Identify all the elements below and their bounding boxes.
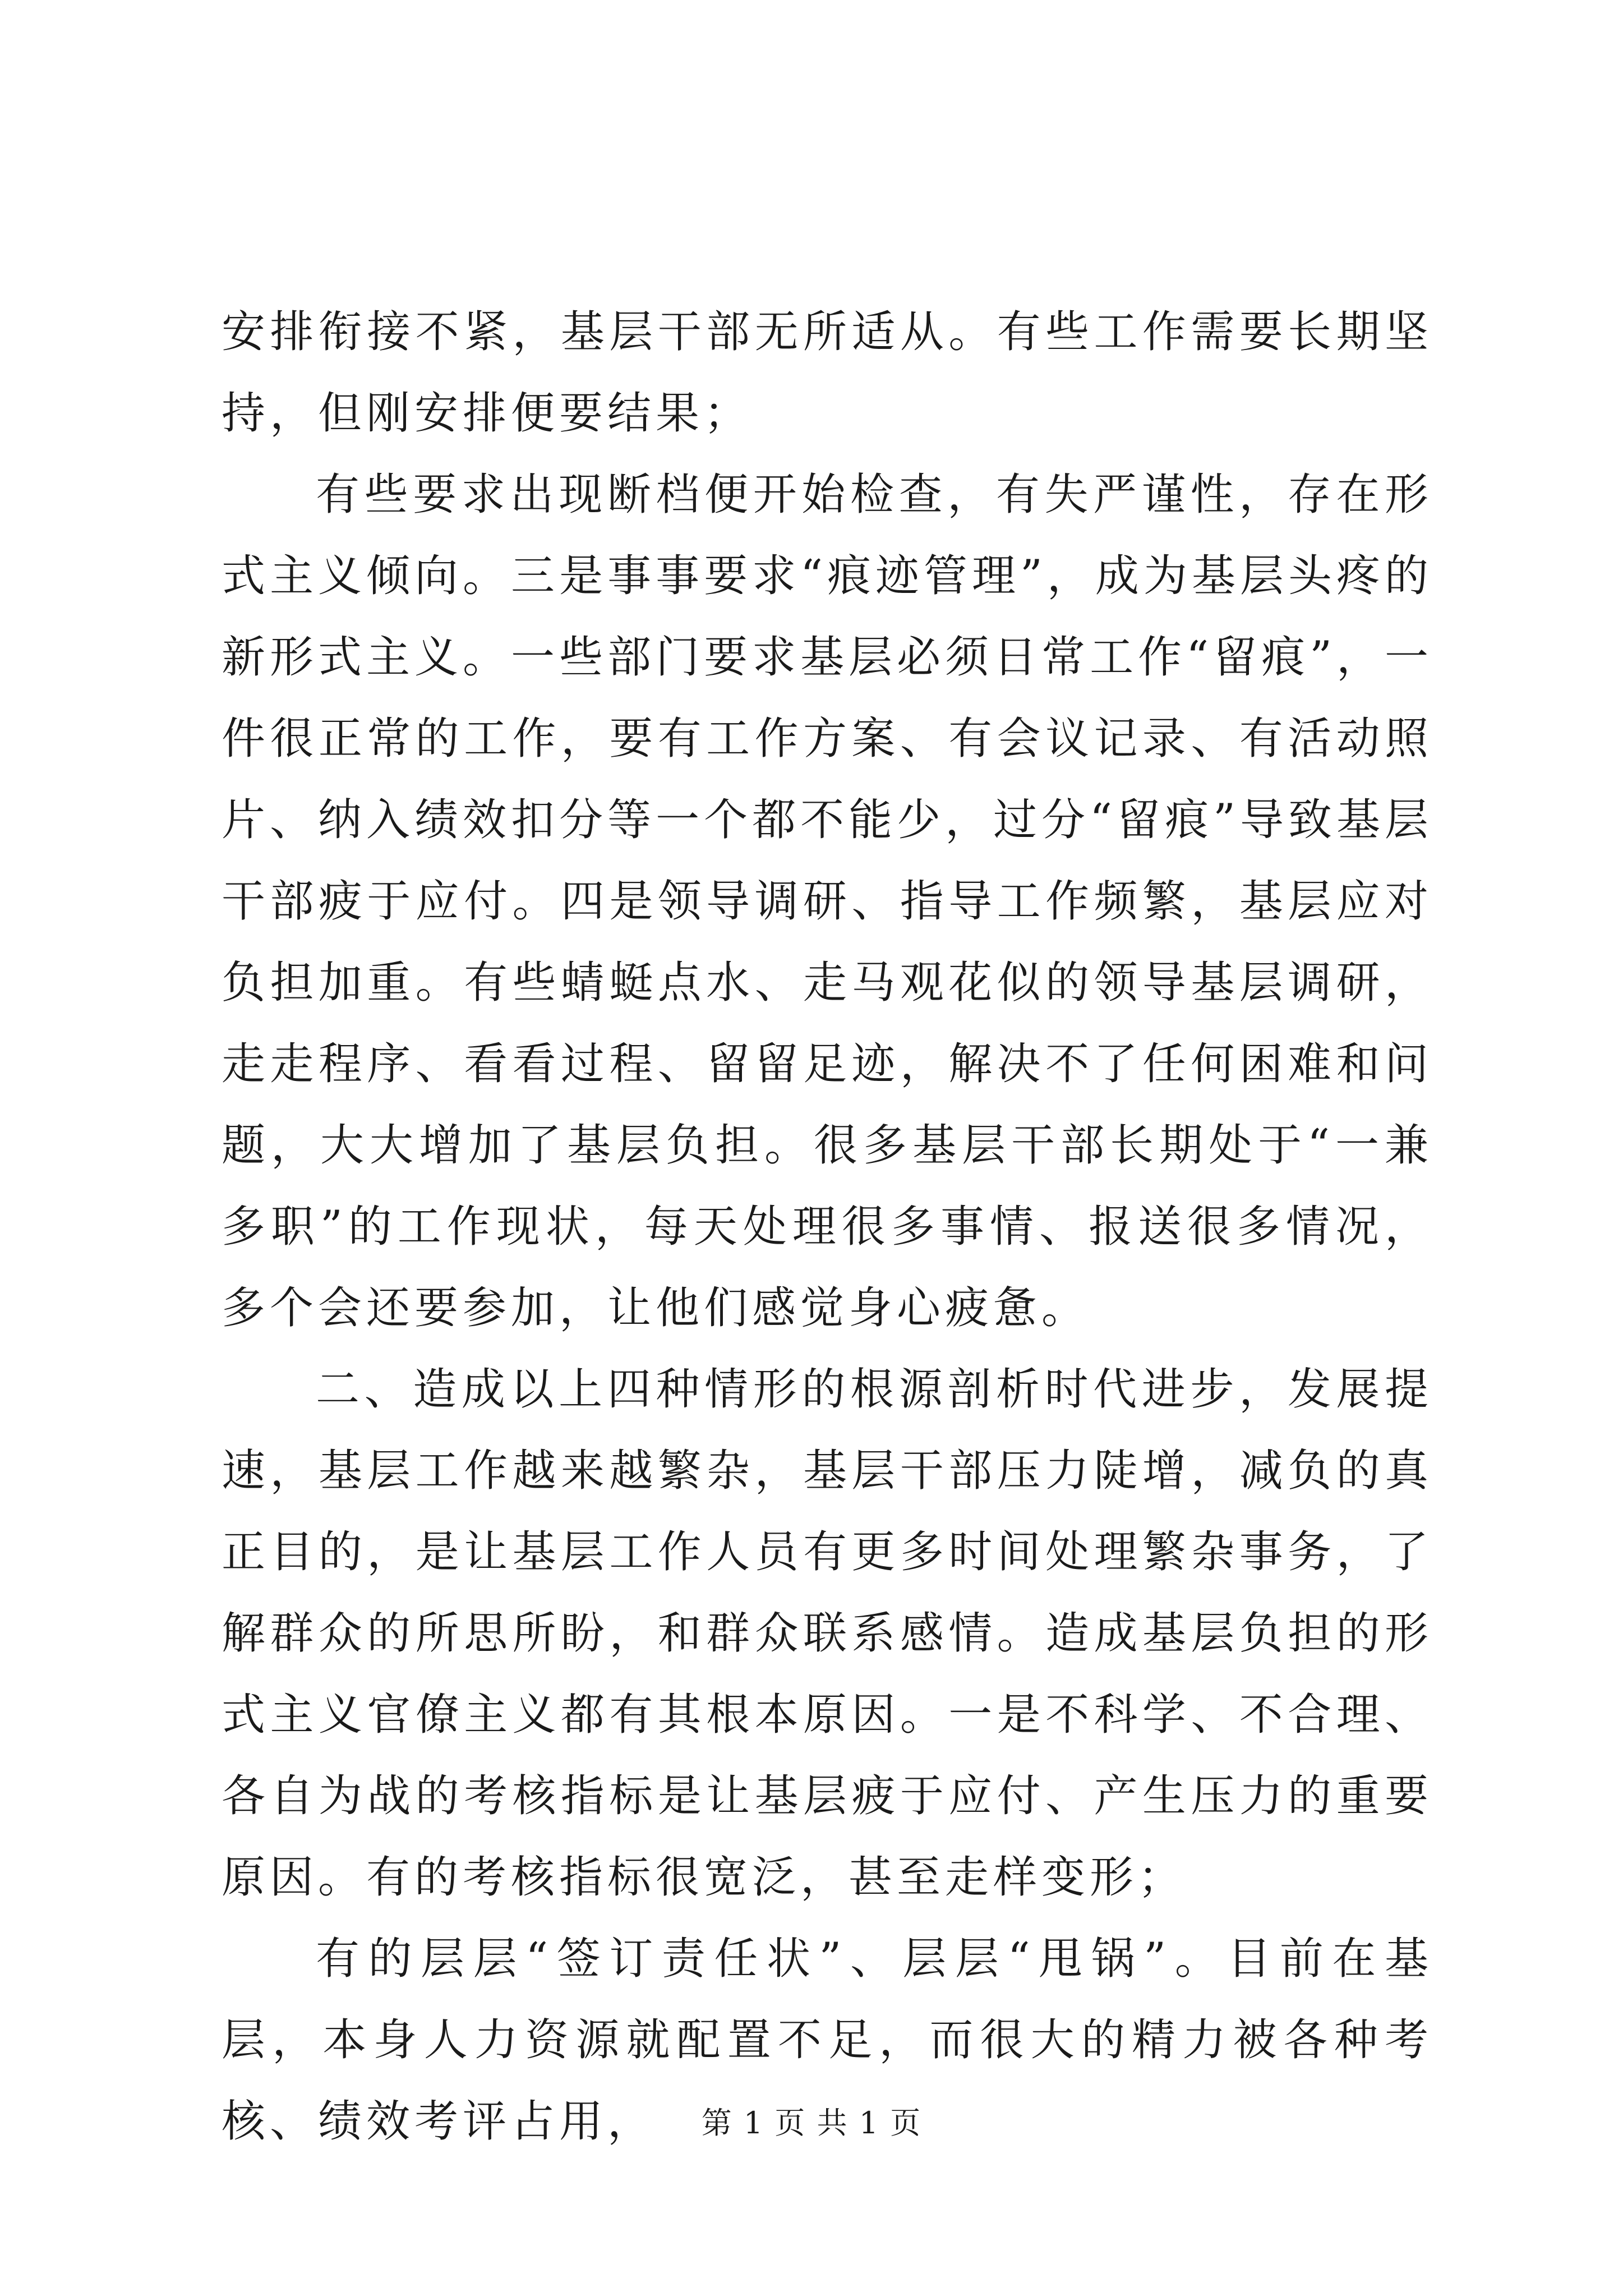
paragraph-3: 二、造成以上四种情形的根源剖析时代进步，发展提速，基层工作越来越繁杂，基层干部压力陡增，减负的真正目的，是让基层工作人员有更多时间处理繁杂事务，了解群众的所思所盼，和群众联系感情。造成基层负担的形式主义官僚主义都有其根本原因。一是不科学、不合理、各自为战的考核指标是让基层疲于应付、产生压力的重要原因。有的考核指标很宽泛，甚至走样变形； — [222, 1364, 1433, 1903]
page-footer: 第 1 页 共 1 页 — [701, 2105, 922, 2141]
paragraph-2: 有些要求出现断档便开始检查，有失严谨性，存在形式主义倾向。三是事事要求“痕迹管理”，成为基层头疼的新形式主义。一些部门要求基层必须日常工作“留痕”，一件很正常的工作，要有工作方案、有会议记录、有活动照片、纳入绩效扣分等一个都不能少，过分“留痕”导致基层干部疲于应付。四是领导调研、指导工作频繁，基层应对负担加重。有些蜻蜓点水、走马观花似的领导基层调研，走走程序、看看过程、留留足迹，解决不了任何困难和问题，大大增加了基层负担。很多基层干部长期处于“一兼多职”的工作现状，每天处理很多事情、报送很多情况，多个会还要参加，让他们感觉身心疲惫。 — [222, 470, 1433, 1333]
paragraph-1: 安排衔接不紧，基层干部无所适从。有些工作需要长期坚持，但刚安排便要结果； — [222, 307, 1433, 439]
document-body — [222, 292, 1433, 2162]
paragraph-4: 有的层层“签订责任状”、层层“甩锅”。目前在基层，本身人力资源就配置不足，而很大的精力被各种考核、绩效考评占用， — [222, 1934, 1433, 2147]
